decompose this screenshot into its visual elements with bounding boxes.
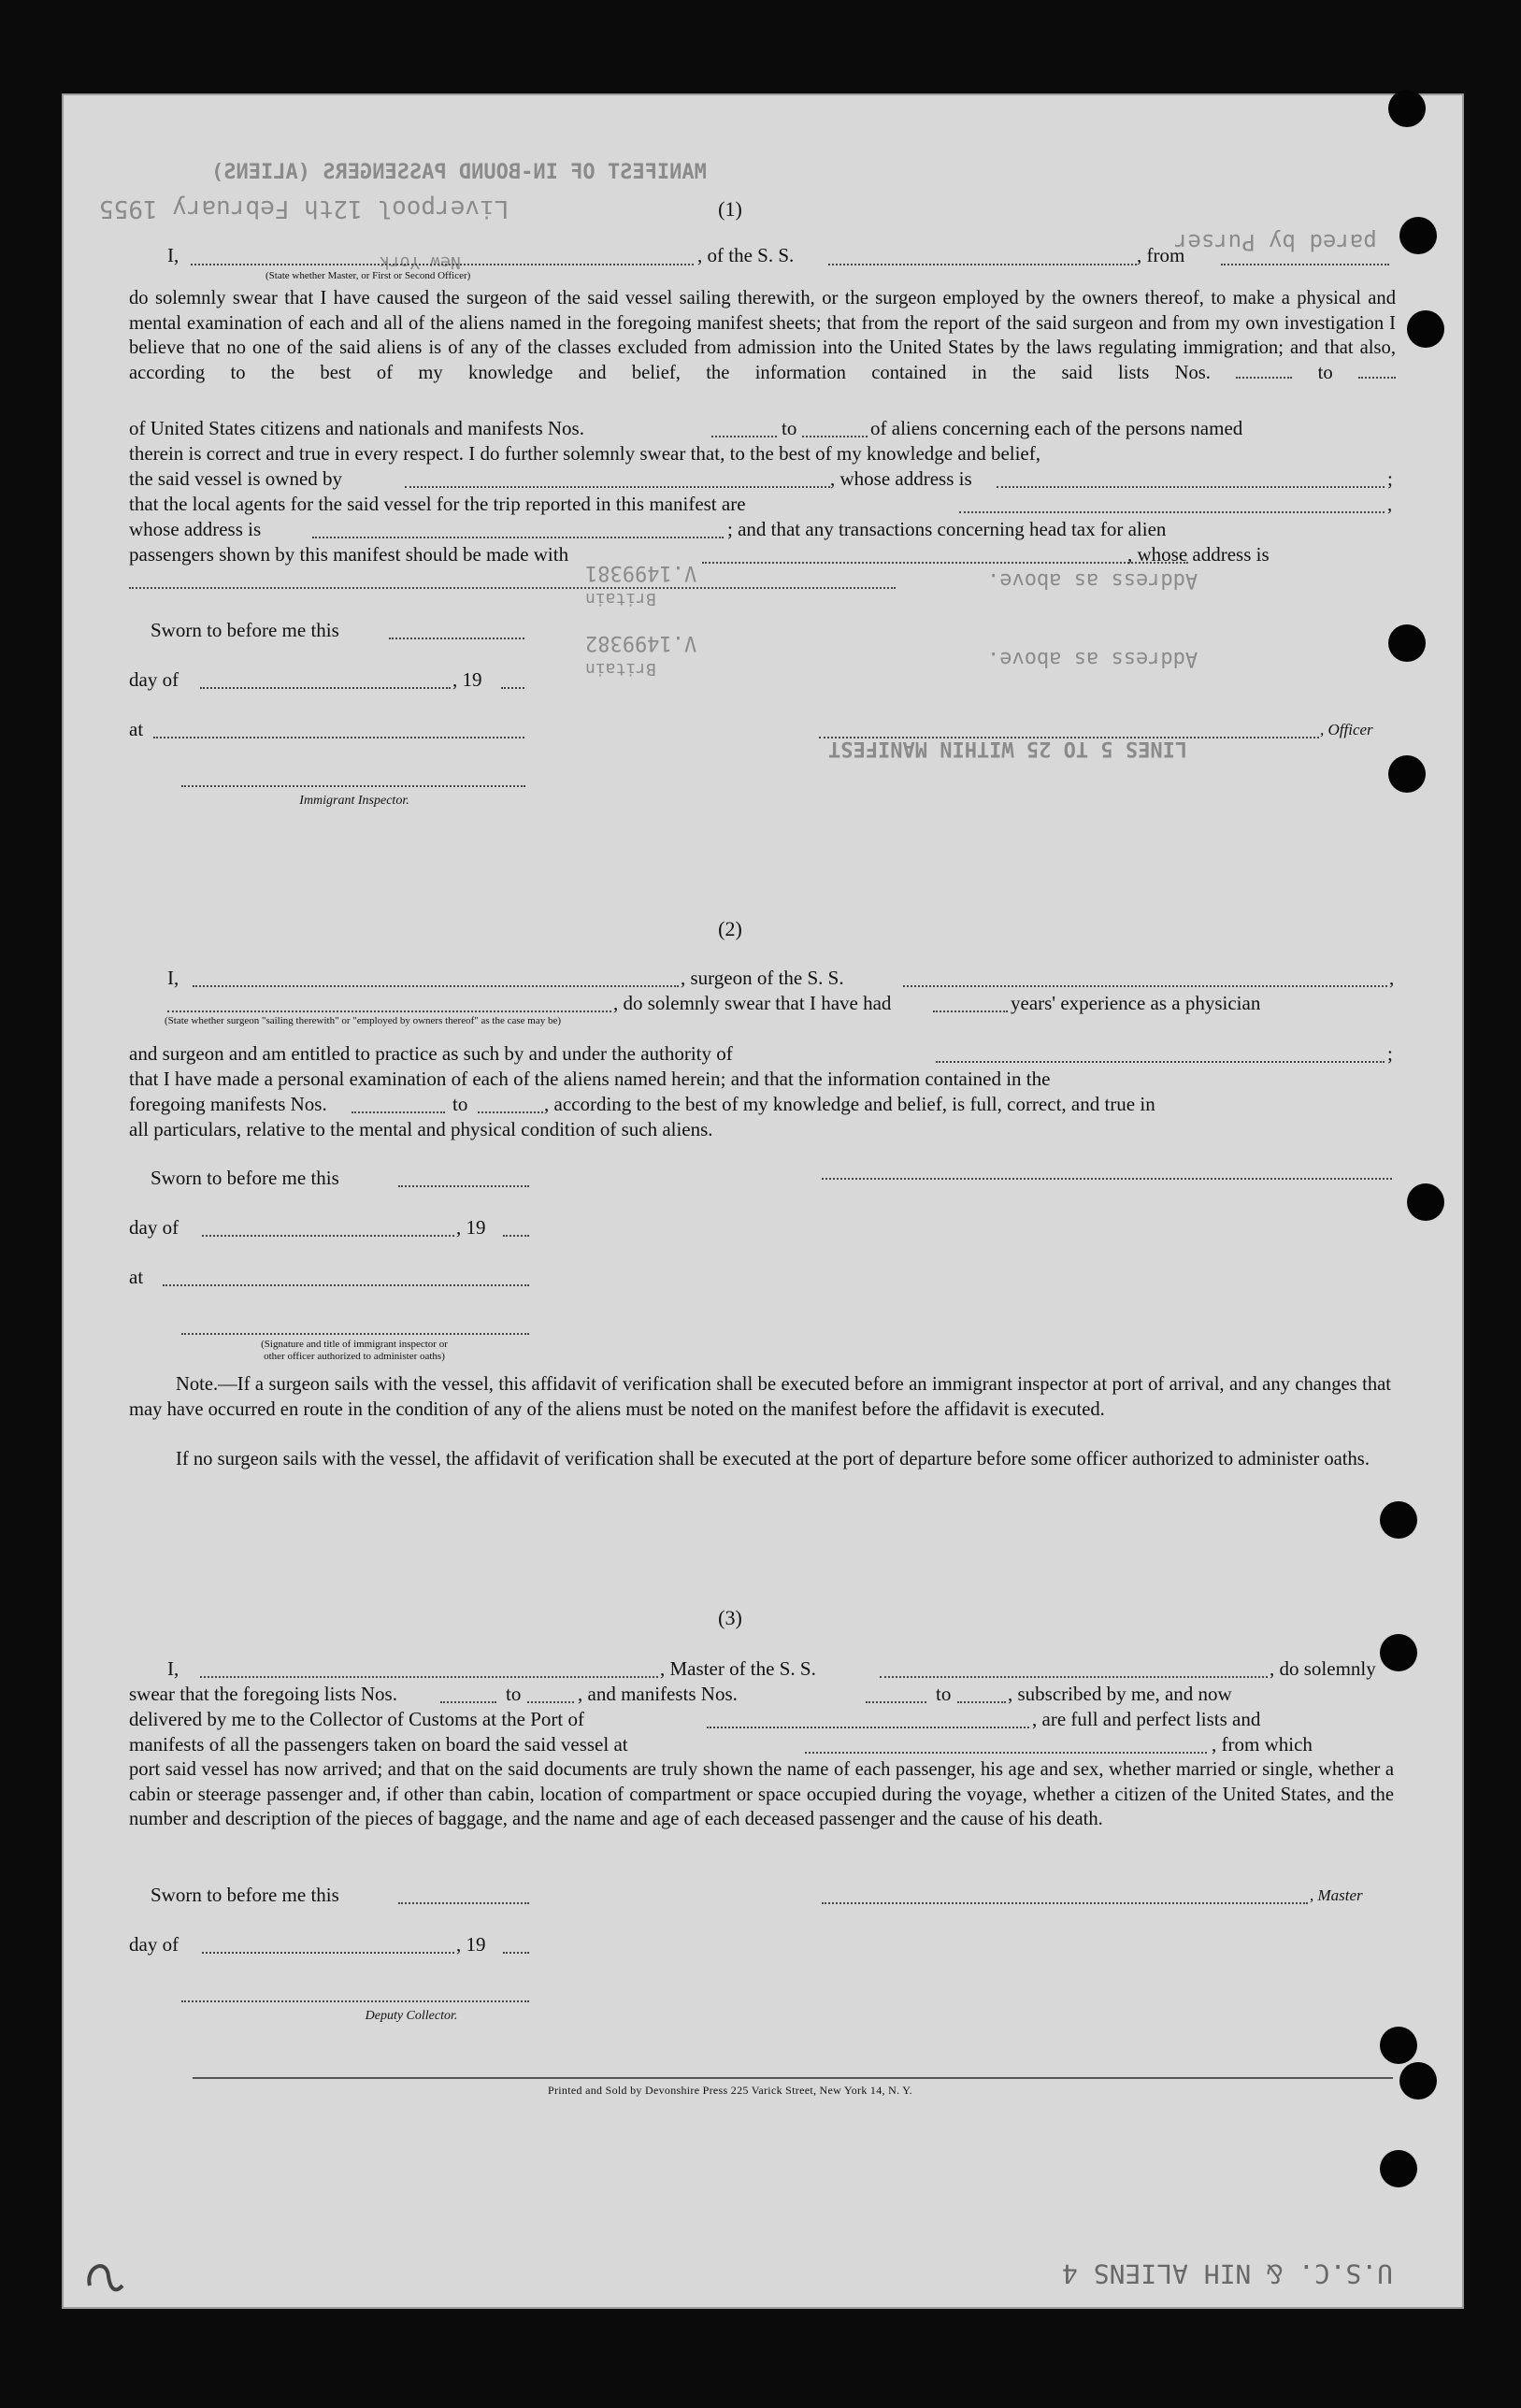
sec2-line-2a: , do solemnly swear that I have had <box>613 992 892 1014</box>
sec1-line-2b: to <box>782 417 797 439</box>
sec3-line-2a: swear that the foregoing lists Nos. <box>129 1683 397 1705</box>
sec2-sworn-field[interactable] <box>398 1185 529 1187</box>
sec3-line-2c: , and manifests Nos. <box>578 1683 738 1705</box>
sec3-sworn: Sworn to before me this <box>151 1884 339 1906</box>
bleed-lines-stamp: LINES 5 TO 25 WITHIN MANIFEST <box>828 737 1188 760</box>
years-experience-field[interactable] <box>933 1010 1008 1012</box>
section-3-number: (3) <box>718 1606 742 1629</box>
sec2-sig-note-2: other officer authorized to administer oaths) <box>264 1351 445 1362</box>
sec3-manifests-to-field[interactable] <box>957 1701 1006 1703</box>
sec2-line-4: that I have made a personal examination of each of the aliens named herein; and that the information contained in the <box>129 1068 1051 1090</box>
bleed-purser: pared by Purser <box>1174 229 1377 255</box>
sec3-line-3a: delivered by me to the Collector of Customs at the Port of <box>129 1708 584 1730</box>
sec1-sworn: Sworn to before me this <box>151 619 339 641</box>
bleed-britain-1: Britain <box>585 589 656 609</box>
sec3-lists-to-field[interactable] <box>527 1701 574 1703</box>
local-agents-field[interactable] <box>959 511 1385 513</box>
bleed-visa-1: V.1499381 <box>585 561 697 584</box>
sec1-line-2a: of United States citizens and nationals and manifests Nos. <box>129 417 584 439</box>
punch-hole <box>1399 2062 1437 2100</box>
inspector-signature-field[interactable] <box>181 785 525 787</box>
sec2-sworn: Sworn to before me this <box>151 1167 339 1189</box>
sec1-line-2c: of aliens concerning each of the persons named <box>870 417 1243 439</box>
sec1-line-4c: ; <box>1387 467 1393 490</box>
sec3-master-name-field[interactable] <box>200 1676 658 1678</box>
sec2-nos-to-field[interactable] <box>478 1111 543 1113</box>
punch-hole <box>1380 2027 1417 2064</box>
sec2-at-field[interactable] <box>163 1284 529 1286</box>
bleed-date: Liverpool 12th February 1955 <box>99 194 509 222</box>
sec3-line-2b: to <box>506 1683 522 1705</box>
bleed-address-1: Address as above. <box>987 568 1198 592</box>
sec2-line-6: all particulars, relative to the mental and physical condition of such aliens. <box>129 1118 713 1140</box>
sec2-line-2b: years' experience as a physician <box>1011 992 1261 1014</box>
section-1-number: (1) <box>718 197 742 221</box>
sec2-vessel-field[interactable] <box>903 985 1387 987</box>
sec3-port-field[interactable] <box>707 1727 1029 1728</box>
sec3-line-2d: to <box>936 1683 952 1705</box>
sec1-inspector-label: Immigrant Inspector. <box>299 794 409 808</box>
sec3-manifests-from-field[interactable] <box>866 1701 926 1703</box>
sec3-body: port said vessel has now arrived; and that on the said documents are truly shown the name of each passenger, his age and sex, whether married or single, whether a cabin or steerage passenger and, if other than cabin, location of compartment or space occupied during the voyage, whether a citizen of the United States, and the number and description of the pieces of baggage, and the name and age of each deceased passenger and the cause of his death. <box>129 1759 1394 1830</box>
sec1-line-5b: , <box>1387 493 1393 515</box>
sec2-line-3b: ; <box>1387 1042 1393 1065</box>
surgeon-signature-field[interactable] <box>822 1178 1392 1180</box>
sec2-line-5b: to <box>452 1093 468 1115</box>
punch-hole <box>1380 1634 1417 1671</box>
sec1-line-6b: ; and that any transactions concerning head tax for alien <box>727 518 1167 540</box>
sec2-surgeon: , surgeon of the S. S. <box>681 967 844 989</box>
head-tax-contact-field[interactable] <box>702 562 1188 564</box>
footer-rule <box>193 2077 1393 2079</box>
bleed-newyork: New York <box>380 252 461 272</box>
sec1-officer-note: (State whether Master, or First or Second Officer) <box>265 270 471 281</box>
deputy-signature-field[interactable] <box>181 2000 529 2002</box>
sec2-comma: , <box>1389 967 1395 989</box>
sec2-day: day of <box>129 1216 179 1239</box>
vessel-name-field[interactable] <box>828 264 1137 265</box>
head-tax-address-field[interactable] <box>129 587 896 589</box>
sec1-at: at <box>129 718 144 740</box>
surgeon-status-field[interactable] <box>167 1010 611 1012</box>
sec3-sworn-field[interactable] <box>398 1902 529 1904</box>
bleed-visa-2: V.1499382 <box>585 631 697 654</box>
sec2-status-note: (State whether surgeon "sailing therewith" or "employed by owners thereof" as the case may be) <box>165 1015 562 1026</box>
sec3-day: day of <box>129 1933 179 1956</box>
sec1-day: day of <box>129 668 179 691</box>
manifest-page <box>62 93 1464 2309</box>
sec2-officer-signature-field[interactable] <box>181 1333 529 1335</box>
sec1-line-6a: whose address is <box>129 518 262 540</box>
sec3-master-label: , Master <box>1310 1886 1363 1904</box>
manifest-nos-to-field[interactable] <box>802 436 868 437</box>
sec1-day-field[interactable] <box>200 687 451 689</box>
sec1-line-5a: that the local agents for the said vessel for the trip reported in this manifest are <box>129 493 746 515</box>
sec1-line-4a: the said vessel is owned by <box>129 467 343 490</box>
sec3-boarding-port-field[interactable] <box>805 1752 1207 1754</box>
owner-field[interactable] <box>405 486 830 488</box>
sec1-line-3: therein is correct and true in every respect. I do further solemnly swear that, to the best of my knowledge and belief, <box>129 442 1040 465</box>
master-signature-field[interactable] <box>822 1902 1308 1904</box>
punch-hole <box>1380 1501 1417 1539</box>
sec1-line-7a: passengers shown by this manifest should be made with <box>129 543 569 566</box>
port-from-field[interactable] <box>1221 264 1389 265</box>
sec2-day-field[interactable] <box>202 1235 454 1237</box>
sec3-i: I, <box>167 1657 179 1680</box>
section-2-number: (2) <box>718 917 742 940</box>
note-paragraph-2: If no surgeon sails with the vessel, the affidavit of verification shall be executed at the port of departure before some officer authorized to administer oaths. <box>176 1449 1370 1469</box>
agents-address-field[interactable] <box>312 537 724 538</box>
sec2-sig-note-1: (Signature and title of immigrant inspector or <box>261 1339 448 1350</box>
surgeon-name-field[interactable] <box>193 985 679 987</box>
sec1-line-4b: , whose address is <box>830 467 972 490</box>
sec3-line-2e: , subscribed by me, and now <box>1008 1683 1232 1705</box>
punch-hole <box>1407 310 1444 348</box>
punch-hole <box>1407 1183 1444 1221</box>
bleed-britain-2: Britain <box>585 659 656 679</box>
sec3-day-field[interactable] <box>202 1952 454 1954</box>
punch-hole <box>1388 90 1426 127</box>
sec2-year: , 19 <box>456 1216 486 1239</box>
punch-hole <box>1388 624 1426 662</box>
sec1-at-field[interactable] <box>153 737 524 738</box>
sec1-year: , 19 <box>452 668 482 691</box>
owner-address-field[interactable] <box>997 486 1385 488</box>
sec3-line-4a: manifests of all the passengers taken on board the said vessel at <box>129 1733 628 1756</box>
sec3-year-field[interactable] <box>503 1952 529 1954</box>
sec1-officer-label: , Officer <box>1320 721 1373 738</box>
bleed-title: MANIFEST OF IN-BOUND PASSENGERS (ALIENS) <box>211 161 707 184</box>
sec3-vessel-field[interactable] <box>880 1676 1268 1678</box>
sec2-year-field[interactable] <box>503 1235 529 1237</box>
master-name-field[interactable] <box>191 264 694 265</box>
sec1-from: , from <box>1137 244 1185 266</box>
sec1-i: I, <box>167 244 179 266</box>
sec3-solemnly: , do solemnly <box>1270 1657 1376 1680</box>
note-paragraph-1: Note.—If a surgeon sails with the vessel, this affidavit of verification shall be executed before an immigrant inspector at port of arrival, and any changes that may have occurred en route in the condition of any of the aliens must be noted on the manifest before the affidavit is executed. <box>129 1374 1391 1420</box>
officer-signature-field[interactable] <box>819 737 1319 738</box>
punch-hole <box>1380 2150 1417 2187</box>
sec3-line-4b: , from which <box>1212 1733 1313 1756</box>
punch-hole <box>1388 755 1426 793</box>
sec3-master: , Master of the S. S. <box>660 1657 816 1680</box>
sec2-line-5a: foregoing manifests Nos. <box>129 1093 327 1115</box>
punch-hole <box>1399 217 1437 254</box>
bleed-address-2: Address as above. <box>987 647 1198 670</box>
manifest-nos-from-field[interactable] <box>711 436 777 437</box>
authority-field[interactable] <box>936 1061 1385 1063</box>
sec1-of-ss: , of the S. S. <box>697 244 795 266</box>
sec2-line-3a: and surgeon and am entitled to practice as such by and under the authority of <box>129 1042 733 1065</box>
sec3-line-3b: , are full and perfect lists and <box>1032 1708 1261 1730</box>
sec2-line-5c: , according to the best of my knowledge and belief, is full, correct, and true in <box>544 1093 1155 1115</box>
sec2-at: at <box>129 1266 144 1288</box>
sec2-nos-from-field[interactable] <box>352 1111 445 1113</box>
sec1-paragraph-1: do solemnly swear that I have caused the surgeon of the said vessel sailing therewith, or the surgeon employed by the owners thereof, to make a physical and mental examination of each and all of the aliens named in the foregoing manifest sheets; that from the report of the said surgeon and from my own investigation I believe that no one of the said aliens is of any of the classes excluded from admission into the United States by the laws regulating immigration; and that also, according to the best of my knowledge and belief, the information contained in the said lists Nos. to <box>129 288 1396 383</box>
bleed-stamp-bottom: U.S.C. & NIH ALIENS 4 <box>1062 2258 1394 2289</box>
pencil-mark-icon <box>80 2248 127 2300</box>
sec1-line-7b: , whose address is <box>1127 543 1270 566</box>
sec3-lists-from-field[interactable] <box>440 1701 496 1703</box>
sec3-deputy-label: Deputy Collector. <box>365 2009 458 2023</box>
sec1-year-field[interactable] <box>501 687 524 689</box>
sec1-sworn-field[interactable] <box>389 638 524 639</box>
sec2-i: I, <box>167 967 179 989</box>
printer-imprint: Printed and Sold by Devonshire Press 225 Varick Street, New York 14, N. Y. <box>548 2084 912 2097</box>
sec3-year: , 19 <box>456 1933 486 1956</box>
